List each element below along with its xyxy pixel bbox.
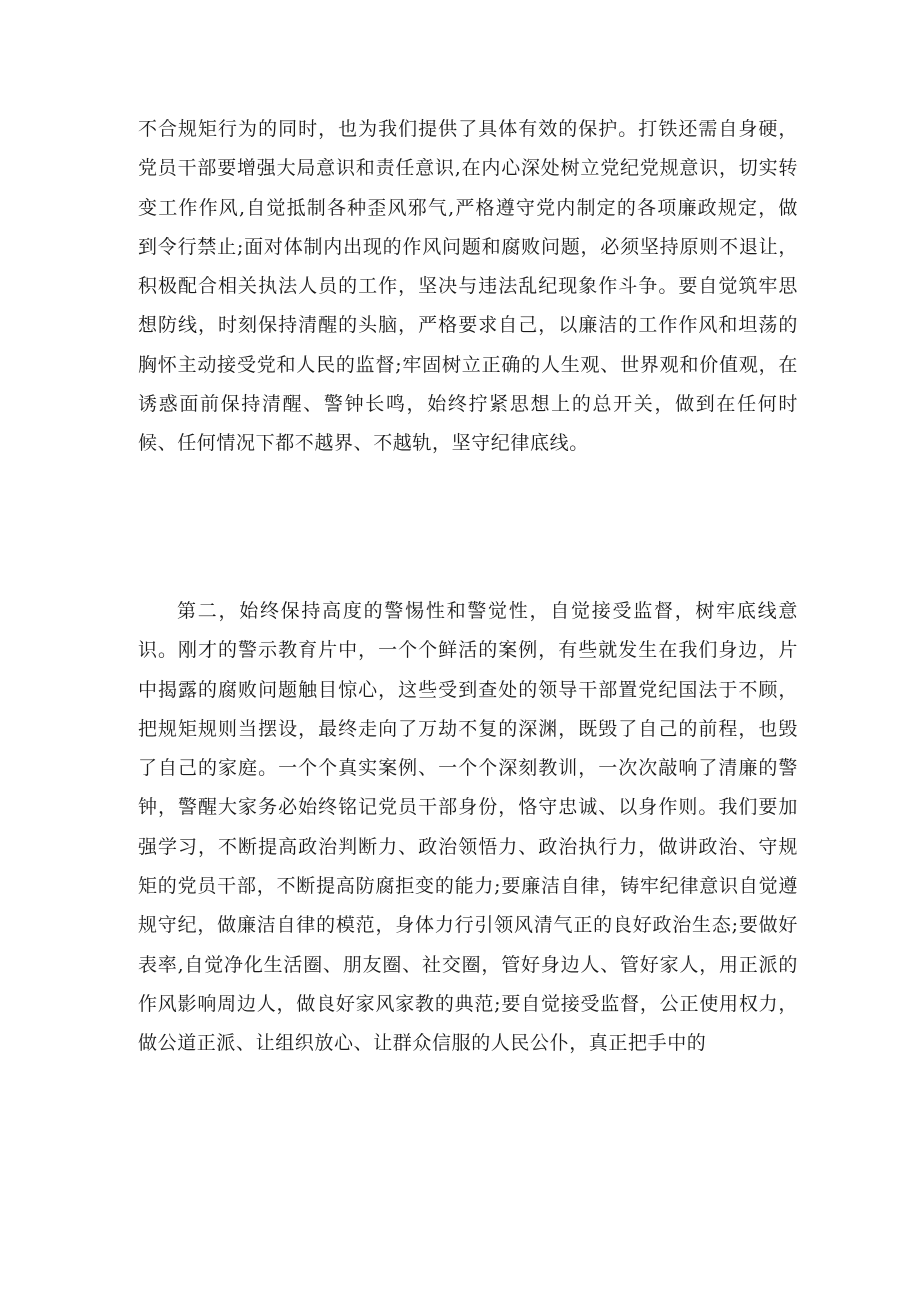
paragraph-second-point: 第二，始终保持高度的警惕性和警觉性，自觉接受监督，树牢底线意识。刚才的警示教育片中，一个个鲜活的案例，有些就发生在我们身边，片中揭露的腐败问题触目惊心，这些受到查处的领导干部置党纪国法于不顾，把规矩规则当摆设，最终走向了万劫不复的深渊，既毁了自己的前程，也毁了自己的家庭。一个个真实案例、一个个深刻教训，一次次敲响了清廉的警钟，警醒大家务必始终铭记党员干部身份，恪守忠诚、以身作则。我们要加强学习，不断提高政治判断力、政治领悟力、政治执行力，做讲政治、守规矩的党员干部，不断提高防腐拒变的能力;要廉洁自律，铸牢纪律意识自觉遵规守纪，做廉洁自律的模范，身体力行引领风清气正的良好政治生态;要做好表率,自觉净化生活圈、朋友圈、社交圈，管好身边人、管好家人，用正派的作风影响周边人，做良好家风家教的典范;要自觉接受监督，公正使用权力，做公道正派、让组织放心、让群众信服的人民公仆，真正把手中的: [138, 600, 798, 1055]
paragraph-continuation: 不合规矩行为的同时，也为我们提供了具体有效的保护。打铁还需自身硬，党员干部要增强大局意识和责任意识,在内心深处树立党纪党规意识，切实转变工作作风,自觉抵制各种歪风邪气,严格遵守党内制定的各项廉政规定，做到令行禁止;面对体制内出现的作风问题和腐败问题，必须坚持原则不退让，积极配合相关执法人员的工作，坚决与违法乱纪现象作斗争。要自觉筑牢思想防线，时刻保持清醒的头脑，严格要求自己，以廉洁的工作作风和坦荡的胸怀主动接受党和人民的监督;牢固树立正确的人生观、世界观和价值观，在诱惑面前保持清醒、警钟长鸣，始终拧紧思想上的总开关，做到在任何时候、任何情况下都不越界、不越轨，坚守纪律底线。: [138, 118, 798, 455]
